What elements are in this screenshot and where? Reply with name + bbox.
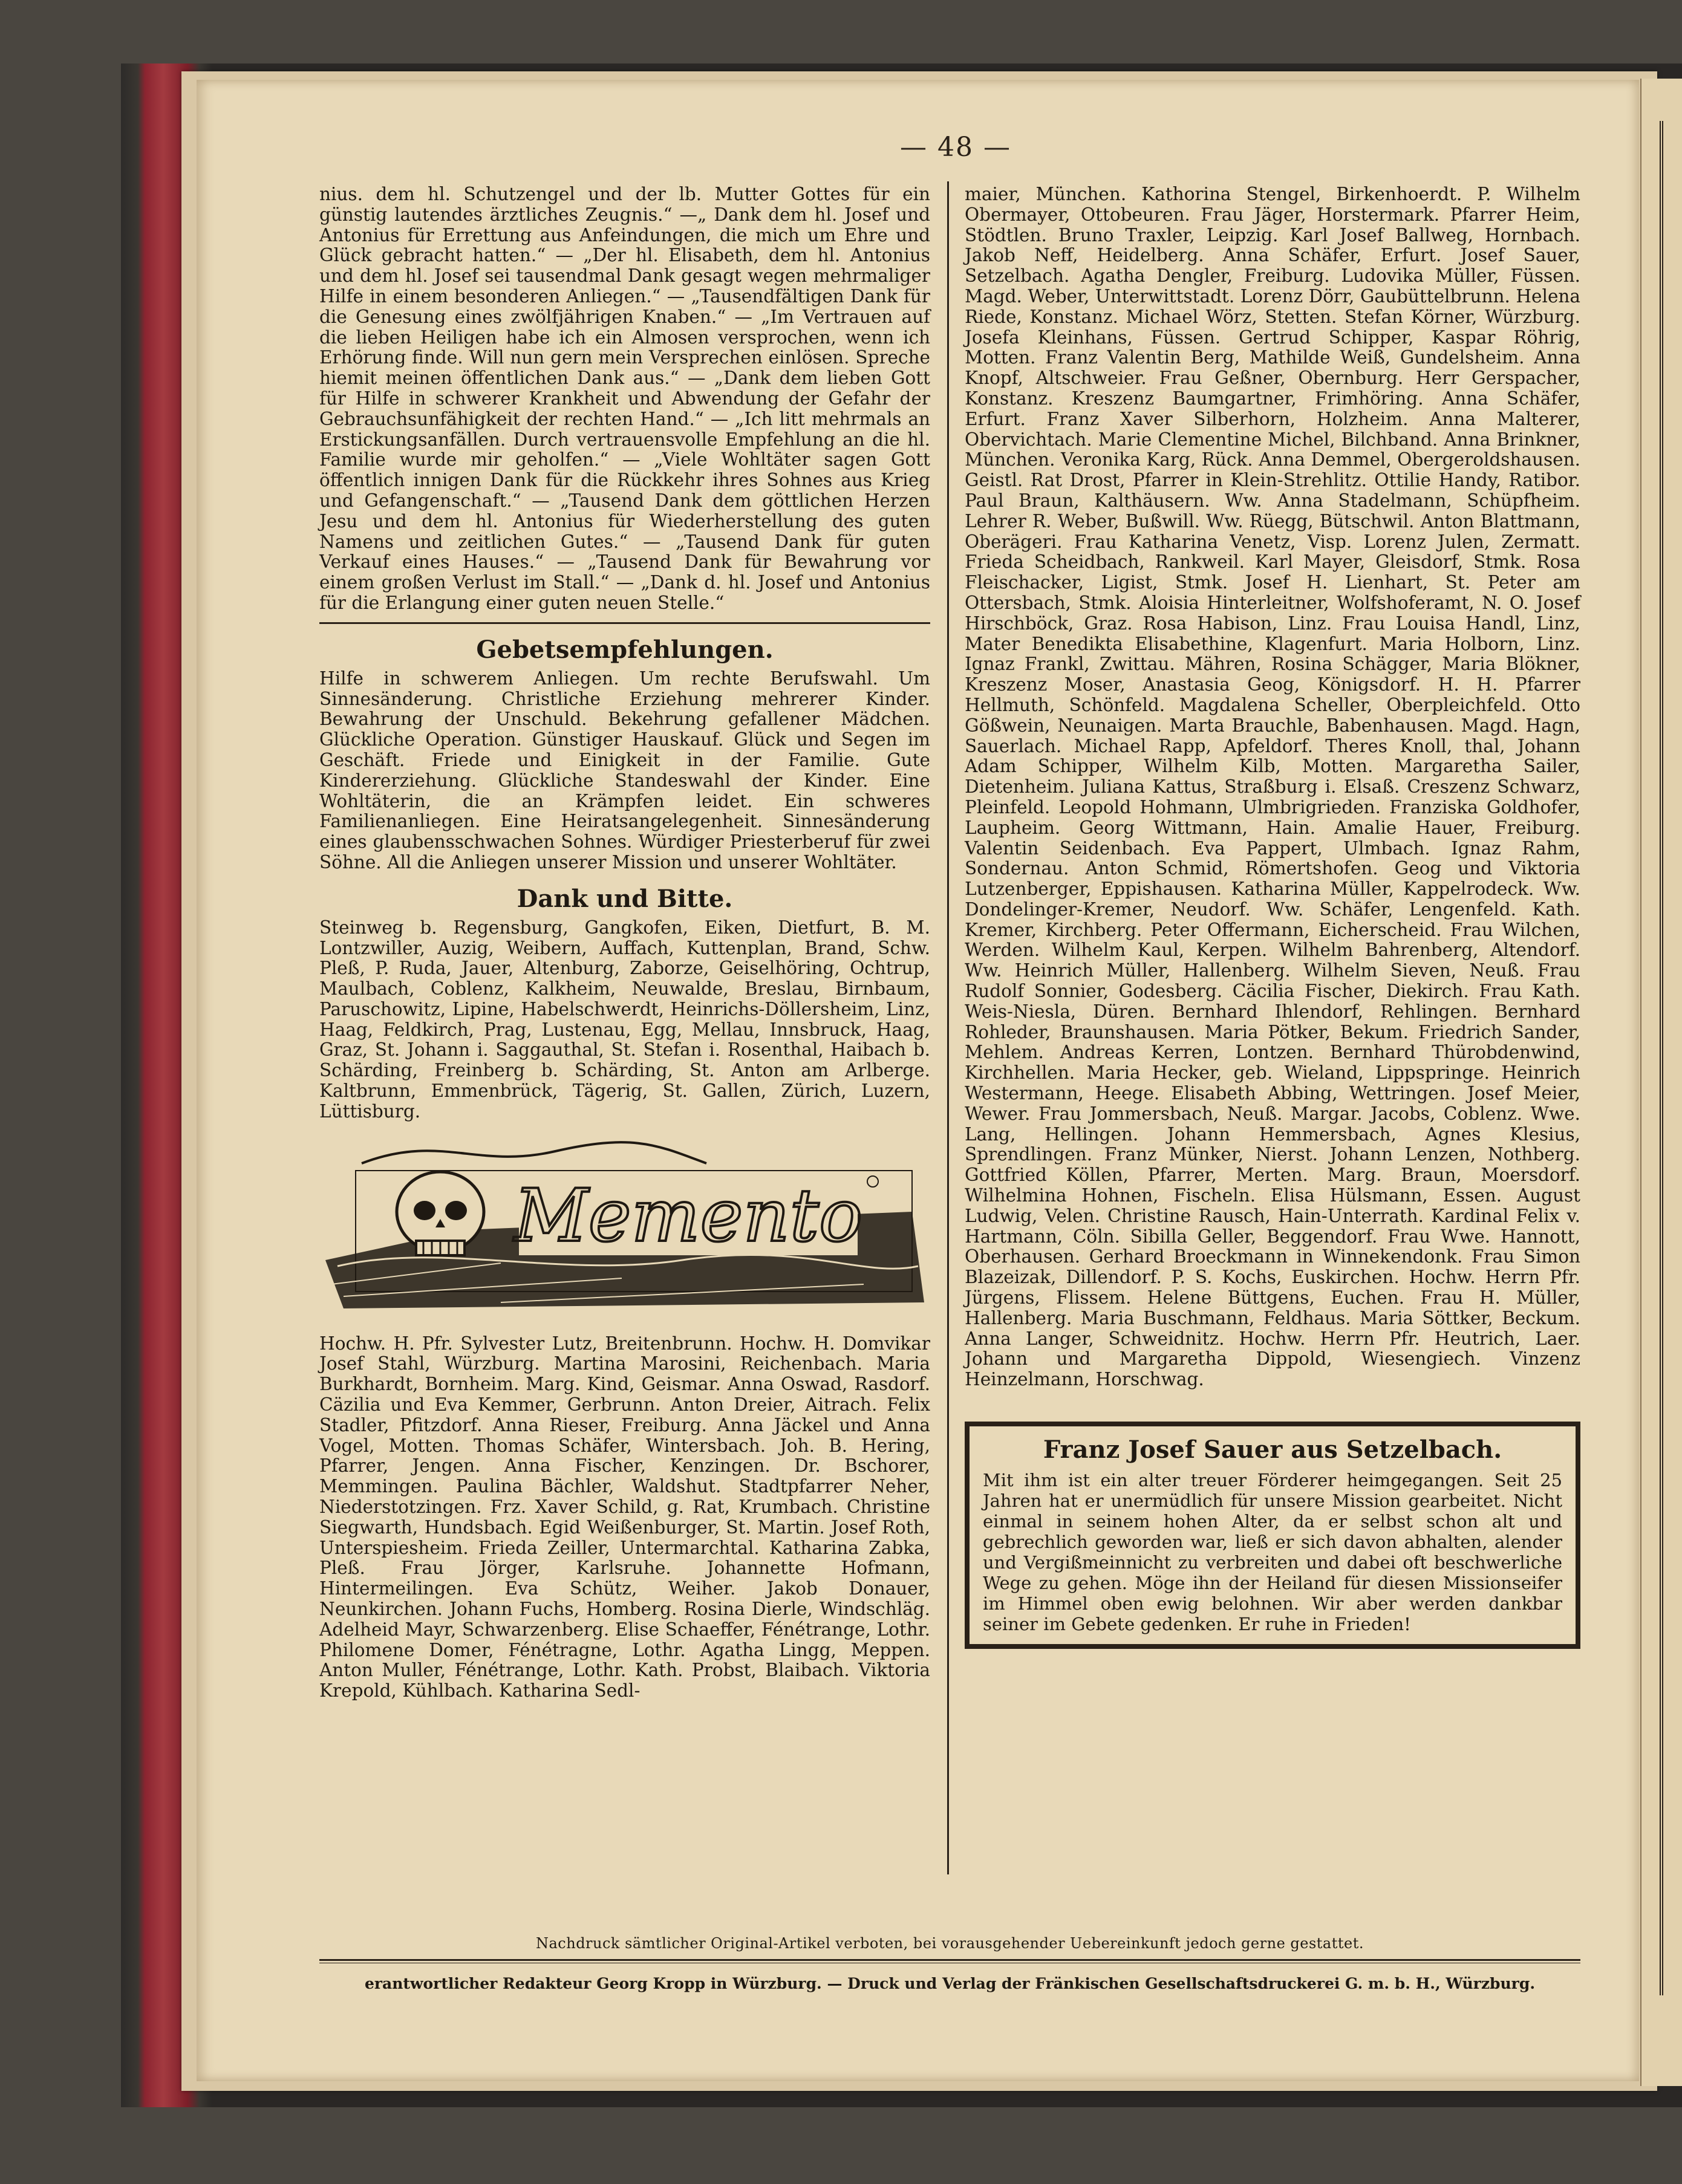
footer-rule (319, 1959, 1580, 1961)
memento-illustration (319, 1139, 930, 1321)
reprint-notice: Nachdruck sämtlicher Original-Artikel verboten, bei vorausgehender Uebereinkunft jedoch gerne gestattet. (535, 1935, 1364, 1952)
ornament-border (1660, 121, 1682, 1995)
prayer-requests-heading: Gebetsempfehlungen. (476, 635, 774, 664)
page-number: — 48 — (900, 132, 1011, 163)
thanksgiving-text: nius. dem hl. Schutzengel und der lb. Mutter Gottes für ein günstig lautendes ärztliches Zeugnis.“ —„ Dank dem hl. Josef und Antonius für Errettung aus Anfeindungen, die mich um Ehre und Glück gebracht hatten.“ — „Der hl. Elisabeth, dem hl. Antonius und dem hl. Josef sei tausendmal Dank gesagt wegen mehrmaliger Hilfe in einem besonderen Anliegen.“ — „Tausendfältigen Dank für die Genesung eines zwölfjährigen Knaben.“ — „Im Vertrauen auf die lieben Heiligen habe ich ein Almosen versprochen, wenn ich Erhörung finde. Will nun gern mein Versprechen einlösen. Spreche hiemit meinen öffentlichen Dank aus.“ — „Dank dem lieben Gott für Hilfe in schwerer Krankheit und Abwendung der Gefahr der Gebrauchsunfähigkeit der rechten Hand.“ — „Ich litt mehrmals an Erstickungsanfällen. Durch vertrauensvolle Empfehlung an die hl. Familie wurde mir geholfen.“ — „Viele Wohltäter sagen Gott öffentlich innigen Dank für die Rückkehr ihres Sohnes aus Krieg und Gefangenschaft.“ — „Tausend Dank dem göttlichen Herzen Jesu und dem hl. Antonius für Wiederherstellung des guten Namens und zeitlichen Gutes.“ — „Tausend Dank für guten Verkauf eines Hauses.“ — „Tausend Dank für Bewahrung vor einem großen Verlust im Stall.“ — „Dank d. hl. Josef und Antonius für die Erlangung einer guten neuen Stelle.“ (319, 184, 930, 613)
memento-lettering: Memento (513, 1174, 863, 1258)
obituary-title: Franz Josef Sauer aus Setzelbach. (1043, 1435, 1502, 1464)
memento-banner (319, 1139, 930, 1321)
section-rule (319, 622, 930, 624)
obituary-text: Mit ihm ist ein alter treuer Förderer heimgegangen. Seit 25 Jahren hat er unermüdlich für unsere Mission gearbeitet. Nicht einmal in seinem hohen Alter, da er selbst schon alt und gebrechlich geworden war, ließ er sich davon abhalten, alender und Vergißmeinnicht zu verbreiten und dabei oft beschwerliche Wege zu gehen. Möge ihn der Heiland für diesen Missionseifer im Himmel oben ewig belohnen. Wir aber werden dankbar seiner im Gebete gedenken. Er ruhe in Frieden! (983, 1470, 1562, 1635)
facing-page-edge (1640, 79, 1682, 2086)
column-divider (947, 181, 949, 1874)
left-column (319, 184, 930, 1701)
imprint-line: erantwortlicher Redakteur Georg Kropp in Würzburg. — Druck und Verlag der Fränkischen Gesellschaftsdruckerei G. m. b. H., Würzburg. (364, 1975, 1536, 1992)
deceased-list-text: Hochw. H. Pfr. Sylvester Lutz, Breitenbrunn. Hochw. H. Domvikar Josef Stahl, Würzburg. Martina Marosini, Reichenbach. Maria Burkhardt, Bornheim. Marg. Kind, Geismar. Anna Oswad, Rasdorf. Cäzilia und Eva Kemmer, Gerbrunn. Anton Dreier, Aitrach. Felix Stadler, Pfitzdorf. Anna Rieser, Freiburg. Anna Jäckel und Anna Vogel, Motten. Thomas Schäfer, Wintersbach. Joh. B. Hering, Pfarrer, Jengen. Anna Fischer, Kenzingen. Dr. Bschorer, Memmingen. Paulina Bächler, Waldshut. Stadtpfarrer Neher, Niederstotzingen. Frz. Xaver Schild, g. Rat, Krumbach. Christine Siegwarth, Hundsbach. Egid Weißenburger, St. Martin. Josef Roth, Unterspiesheim. Frieda Zeiller, Untermarchtal. Katharina Zabka, Pleß. Frau Jörger, Karlsruhe. Johannette Hofmann, Hintermeilingen. Eva Schütz, Weiher. Jakob Donauer, Neunkirchen. Johann Fuchs, Homberg. Rosina Dierle, Windschläg. Adelheid Mayr, Schwarzenberg. Elise Schaeffer, Fénétrange, Lothr. Philomene Domer, Fénétragne, Lothr. Agatha Lingg, Meppen. Anton Muller, Fénétrange, Lothr. Kath. Probst, Blaibach. Viktoria Krepold, Kühlbach. Katharina Sedl- (319, 1333, 930, 1701)
right-column (965, 184, 1580, 1649)
thanks-places-text: Steinweg b. Regensburg, Gangkofen, Eiken, Dietfurt, B. M. Lontzwiller, Auzig, Weibern, Auffach, Kuttenplan, Brand, Schw. Pleß, P. Ruda, Jauer, Altenburg, Zaborze, Geiselhöring, Ochtrup, Maulbach, Coblenz, Kalkheim, Neuwalde, Breslau, Birnbaum, Paruschowitz, Lipine, Habelschwerdt, Heinrichs-Döllersheim, Linz, Haag, Feldkirch, Prag, Lustenau, Egg, Mellau, Innsbruck, Haag, Graz, St. Johann i. Saggauthal, St. Stefan i. Rosenthal, Haibach b. Schärding, Freinberg b. Schärding, St. Anton am Arlberge. Kaltbrunn, Emmenbrück, Tägerig, St. Gallen, Zürich, Luzern, Lüttisburg. (319, 917, 930, 1122)
obituary-box (965, 1422, 1580, 1649)
deceased-list-continued: maier, München. Kathorina Stengel, Birkenhoerdt. P. Wilhelm Obermayer, Ottobeuren. Frau Jäger, Horstermark. Pfarrer Heim, Stödtlen. Bruno Traxler, Leipzig. Karl Josef Ballweg, Hornbach. Jakob Neff, Heidelberg. Anna Schäfer, Erfurt. Josef Sauer, Setzelbach. Agatha Dengler, Freiburg. Ludovika Müller, Füssen. Magd. Weber, Unterwittstadt. Lorenz Dörr, Gaubüttelbrunn. Helena Riede, Konstanz. Michael Wörz, Stetten. Stefan Körner, Würzburg. Josefa Kleinhans, Füssen. Gertrud Schipper, Kaspar Röhrig, Motten. Franz Valentin Berg, Mathilde Weiß, Gundelsheim. Anna Knopf, Altschweier. Frau Geßner, Obernburg. Herr Gerspacher, Konstanz. Kreszenz Baumgartner, Frimhöring. Anna Schäfer, Erfurt. Franz Xaver Silberhorn, Holzheim. Anna Malterer, Obervichtach. Marie Clementine Michel, Bilchband. Anna Brinkner, München. Veronika Karg, Rück. Anna Demmel, Obergeroldshausen. Geistl. Rat Drost, Pfarrer in Klein-Strehlitz. Ottilie Handy, Ratibor. Paul Braun, Kalthäusern. Ww. Anna Stadelmann, Schüpfheim. Lehrer R. Weber, Bußwill. Ww. Rüegg, Bütschwil. Anton Blattmann, Oberägeri. Frau Katharina Venetz, Visp. Lorenz Julen, Zermatt. Frieda Scheidbach, Rankweil. Karl Mayer, Gleisdorf, Stmk. Rosa Fleischacker, Ligist, Stmk. Josef H. Lienhart, St. Peter am Ottersbach, Stmk. Aloisia Hinterleitner, Wolfshoferamt, N. O. Josef Hirschböck, Graz. Rosa Habison, Linz. Frau Louisa Handl, Linz, Mater Benedikta Elisabethine, Klagenfurt. Maria Holborn, Linz. Ignaz Frankl, Zwittau. Mähren, Rosina Schägger, Maria Blökner, Kreszenz Moser, Anastasia Geog, Königsdorf. H. H. Pfarrer Hellmuth, Schönfeld. Magdalena Scheller, Oberpleichfeld. Otto Gößwein, Neunaigen. Marta Brauchle, Babenhausen. Magd. Hagn, Sauerlach. Michael Rapp, Apfeldorf. Theres Knoll, thal, Johann Adam Schipper, Wilhelm Kilb, Motten. Margaretha Sailer, Dietenheim. Juliana Kattus, Straßburg i. Elsaß. Creszenz Schwarz, Pleinfeld. Leopold Hohmann, Ulmbrigrieden. Franziska Goldhofer, Laupheim. Georg Wittmann, Hain. Amalie Hauer, Freiburg. Valentin Seidenbach. Eva Pappert, Ulmbach. Ignaz Rahm, Sondernau. Anton Schmid, Römertshofen. Geog und Viktoria Lutzenberger, Eppishausen. Katharina Müller, Kappelrodeck. Ww. Dondelinger-Kremer, Neudorf. Ww. Schäfer, Lengenfeld. Kath. Kremer, Kirchberg. Peter Offermann, Eicherscheid. Frau Wilchen, Werden. Wilhelm Kaul, Kerpen. Wilhelm Bahrenberg, Altendorf. Ww. Heinrich Müller, Hallenberg. Wilhelm Sieven, Neuß. Frau Rudolf Sonnier, Godesberg. Cäcilia Fischer, Diekirch. Frau Kath. Weis-Niesla, Düren. Bernhard Ihlendorf, Rehlingen. Bernhard Rohleder, Braunshausen. Maria Pötker, Bekum. Friedrich Sander, Mehlem. Andreas Kerren, Lontzen. Bernhard Thürobdenwind, Kirchhellen. Maria Hecker, geb. Wieland, Lippspringe. Heinrich Westermann, Heege. Elisabeth Abbing, Wettringen. Josef Meier, Wewer. Frau Jommersbach, Neuß. Margar. Jacobs, Coblenz. Wwe. Lang, Hellingen. Johann Hemmersbach, Agnes Klesius, Sprendlingen. Franz Münker, Nierst. Johann Lenzen, Nothberg. Gottfried Köllen, Pfarrer, Merten. Marg. Braun, Moersdorf. Wilhelmina Hohnen, Fischeln. Elisa Hülsmann, Essen. August Ludwig, Velen. Christine Rausch, Hain-Unterrath. Kardinal Felix v. Hartmann, Cöln. Sibilla Geller, Beggendorf. Frau Wwe. Hannott, Oberhausen. Gerhard Broeckmann in Winnekendonk. Frau Simon Blazeizak, Dillendorf. P. S. Kochs, Euskirchen. Hochw. Herrn Pfr. Jürgens, Flissem. Helene Büttgens, Euchen. Frau H. Müller, Hallenberg. Maria Buschmann, Feldhaus. Maria Söttker, Beckum. Anna Langer, Schweidnitz. Hochw. Herrn Pfr. Heutrich, Laer. Johann und Margaretha Dippold, Wiesengiech. Vinzenz Heinzelmann, Horschwag. (965, 184, 1580, 1390)
prayer-requests-text: Hilfe in schwerem Anliegen. Um rechte Berufswahl. Um Sinnesänderung. Christliche Erziehung mehrerer Kinder. Bewahrung der Unschuld. Bekehrung gefallener Mädchen. Glückliche Operation. Günstiger Hauskauf. Glück und Segen im Geschäft. Friede und Einigkeit in der Familie. Gute Kindererziehung. Glückliche Standeswahl der Kinder. Eine Wohltäterin, die an Krämpfen leidet. Ein schweres Familienanliegen. Eine Heiratsangelegenheit. Sinnesänderung eines glaubensschwachen Sohnes. Würdiger Priesterberuf für zwei Söhne. All die Anliegen unserer Mission und unserer Wohltäter. (319, 668, 930, 873)
thanks-heading: Dank und Bitte. (517, 884, 733, 913)
